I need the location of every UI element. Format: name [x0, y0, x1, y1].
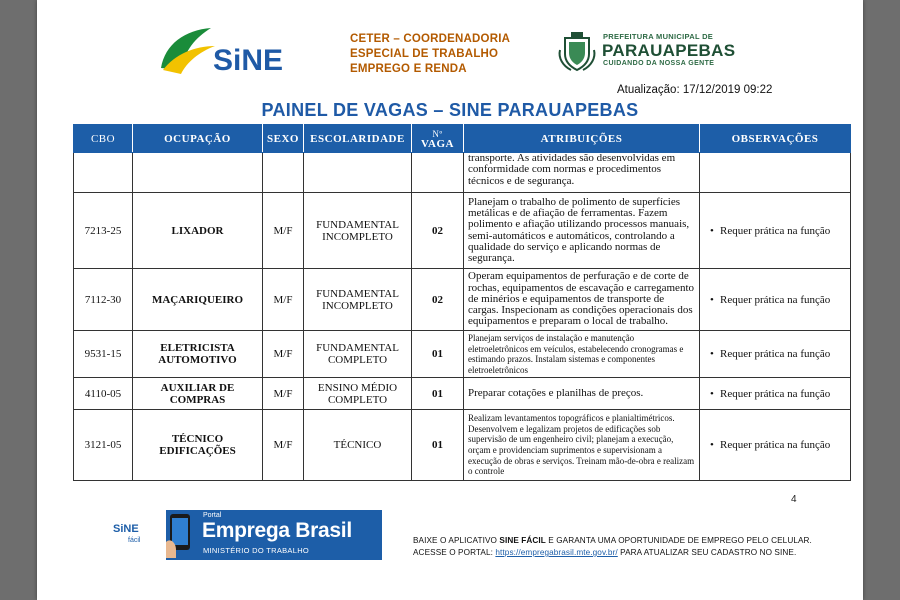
prefeitura-line-2: PARAUAPEBAS: [602, 41, 736, 60]
cell-observacoes: [700, 269, 851, 331]
footer-app-name: SINE FÁCIL: [499, 536, 546, 545]
observacao-item: [710, 348, 846, 360]
bullet-icon: •: [710, 293, 714, 306]
cell-observacoes: [700, 153, 851, 193]
col-header-ocupacao: OCUPAÇÃO: [133, 125, 263, 153]
document-page: [37, 0, 863, 600]
escolaridade-line-2: COMPLETO: [327, 354, 388, 366]
table-row: [74, 331, 851, 378]
ministerio-label: MINISTÉRIO DO TRABALHO: [203, 546, 310, 555]
cell-atribuicoes: Planejam o trabalho de polimento de superfícies metálicas e de afiação de ferramentas. Fazem polimento e afiação utilizando processos manuais, semi-automáticos e automáticos, controlando a qualidade do serviço e aplicando normas de segurança.: [464, 193, 700, 269]
footer-line-1-pre: BAIXE O APLICATIVO: [413, 536, 500, 545]
sine-logo: [155, 24, 295, 80]
cell-vagas: 02: [412, 269, 464, 331]
cell-sexo: M/F: [263, 269, 304, 331]
cell-escolaridade: [304, 410, 412, 481]
footer-line-1: [413, 535, 853, 547]
table-row: [74, 378, 851, 410]
emprega-brasil-title: Emprega Brasil: [202, 519, 352, 542]
sine-logo-graphic: [155, 24, 295, 80]
bullet-icon: •: [710, 224, 714, 237]
escolaridade-line-1: FUNDAMENTAL: [316, 342, 399, 354]
sine-logo-text: SiNE: [213, 44, 284, 77]
sine-facil-text: SiNE: [113, 523, 139, 535]
cell-atribuicoes: Realizam levantamentos topográficos e planialtimétricos. Desenvolvem e legalizam projetos de edificações sob supervisão de um engenheiro civil; planejam a execução, orçam e providenciam suprimentos e supervisionam a execução de obras e serviços. Treinam mão-de-obra e realizam o controle: [464, 410, 700, 481]
portal-link[interactable]: https://empregabrasil.mte.gov.br/: [495, 548, 618, 557]
ocupacao-line-1: AUXILIAR DE: [160, 381, 235, 394]
observacao-text: Requer prática na função: [720, 348, 831, 360]
escolaridade-line-1: FUNDAMENTAL: [316, 218, 399, 231]
observacao-text: Requer prática na função: [720, 387, 831, 400]
cell-atribuicoes: Operam equipamentos de perfuração e de corte de rochas, equipamentos de escavação e carregamento de minérios e equipamentos de transporte de cargas. Inspecionam as condições operacionais dos equipamentos e preparam o local de trabalho.: [464, 269, 700, 331]
observacao-item: [710, 439, 846, 451]
emprega-brasil-banner: [106, 510, 382, 560]
cell-vagas: 02: [412, 193, 464, 269]
cell-vagas: [412, 153, 464, 193]
footer-line-2-post: PARA ATUALIZAR SEU CADASTRO NO SINE.: [617, 548, 797, 557]
coat-of-arms-icon: [557, 30, 597, 72]
cell-cbo: [74, 153, 133, 193]
page-title: PAINEL DE VAGAS – SINE PARAUAPEBAS: [261, 100, 639, 120]
cell-vagas: 01: [412, 331, 464, 378]
prefeitura-line-1: PREFEITURA MUNICIPAL DE: [603, 32, 714, 41]
observacao-item: [710, 387, 846, 400]
table-row: [74, 153, 851, 193]
smartphone-icon: [166, 512, 196, 558]
ocupacao-line-1: LIXADOR: [171, 224, 224, 237]
footer-line-2: [413, 547, 853, 559]
sine-facil-sub: fácil: [128, 537, 141, 544]
cell-escolaridade: [304, 269, 412, 331]
cell-escolaridade: [304, 153, 412, 193]
cell-vagas: 01: [412, 410, 464, 481]
cell-ocupacao: [133, 331, 263, 378]
col-header-observacoes: OBSERVAÇÕES: [700, 125, 851, 153]
ocupacao-line-1: TÉCNICO: [171, 433, 224, 445]
cell-atribuicoes: Planejam serviços de instalação e manutenção eletroeletrônicos em veículos, estabelecendo cronogramas e estimando prazos. Instalam sistemas e componentes eletroeletrônicos: [464, 331, 700, 378]
cell-sexo: M/F: [263, 378, 304, 410]
cell-escolaridade: [304, 193, 412, 269]
bullet-icon: •: [710, 348, 714, 360]
cell-vagas: 01: [412, 378, 464, 410]
footer-line-2-pre: ACESSE O PORTAL:: [413, 548, 496, 557]
prefeitura-line-3: CUIDANDO DA NOSSA GENTE: [603, 60, 715, 67]
ocupacao-line-2: AUTOMOTIVO: [158, 354, 237, 366]
escolaridade-line-2: INCOMPLETO: [322, 299, 393, 312]
escolaridade-line-2: COMPLETO: [327, 393, 388, 406]
col-header-vaga-l1: Nº: [432, 128, 443, 139]
table-header-row: [74, 125, 851, 153]
cell-sexo: M/F: [263, 193, 304, 269]
ocupacao-line-2: COMPRAS: [169, 393, 226, 406]
cell-cbo: 9531-15: [74, 331, 133, 378]
cell-cbo: 3121-05: [74, 410, 133, 481]
cell-escolaridade: [304, 331, 412, 378]
escolaridade-line-1: FUNDAMENTAL: [316, 287, 399, 300]
cell-observacoes: [700, 410, 851, 481]
observacao-text: Requer prática na função: [720, 293, 831, 306]
observacao-item: [710, 293, 846, 306]
cell-ocupacao: [133, 378, 263, 410]
cell-cbo: 7213-25: [74, 193, 133, 269]
cell-ocupacao: [133, 193, 263, 269]
sine-facil-logo: [106, 510, 166, 560]
cell-atribuicoes: transporte. As atividades são desenvolvidas em conformidade com normas e procedimentos técnicos e de segurança.: [464, 153, 700, 193]
cell-ocupacao: [133, 410, 263, 481]
ocupacao-line-1: ELETRICISTA: [160, 342, 235, 354]
cell-ocupacao: [133, 153, 263, 193]
footer-line-1-post: E GARANTA UMA OPORTUNIDADE DE EMPREGO PELO CELULAR.: [545, 536, 812, 545]
col-header-vaga-l2: VAGA: [421, 137, 454, 150]
table-row: [74, 193, 851, 269]
ceter-line-2: ESPECIAL DE TRABALHO: [350, 48, 499, 60]
jobs-table: [73, 124, 851, 481]
col-header-vaga: [412, 125, 464, 153]
ceter-line-3: EMPREGO E RENDA: [350, 63, 467, 75]
escolaridade-line-2: INCOMPLETO: [322, 230, 393, 243]
observacao-item: [710, 224, 846, 237]
col-header-cbo: CBO: [74, 125, 133, 153]
bullet-icon: •: [710, 439, 714, 451]
ocupacao-line-2: EDIFICAÇÕES: [159, 445, 236, 457]
col-header-sexo: SEXO: [263, 125, 304, 153]
cell-ocupacao: [133, 269, 263, 331]
escolaridade-line-1: TÉCNICO: [333, 439, 382, 451]
ocupacao-line-1: MAÇARIQUEIRO: [151, 293, 244, 306]
prefeitura-logo: [557, 30, 757, 74]
col-header-atribuicoes: ATRIBUIÇÕES: [464, 125, 700, 153]
table-row: [74, 410, 851, 481]
cell-observacoes: [700, 331, 851, 378]
page-number: 4: [791, 494, 797, 505]
cell-cbo: 7112-30: [74, 269, 133, 331]
col-header-escolaridade: ESCOLARIDADE: [304, 125, 412, 153]
observacao-text: Requer prática na função: [720, 439, 831, 451]
ceter-block: [350, 32, 530, 77]
table-row: [74, 269, 851, 331]
cell-observacoes: [700, 193, 851, 269]
cell-atribuicoes: Preparar cotações e planilhas de preços.: [464, 378, 700, 410]
cell-sexo: M/F: [263, 410, 304, 481]
escolaridade-line-1: ENSINO MÉDIO: [317, 381, 398, 394]
cell-sexo: M/F: [263, 331, 304, 378]
update-timestamp: Atualização: 17/12/2019 09:22: [617, 84, 773, 96]
ceter-line-1: CETER – COORDENADORIA: [350, 33, 511, 45]
observacao-text: Requer prática na função: [720, 224, 831, 237]
cell-observacoes: [700, 378, 851, 410]
footer-text: [413, 535, 853, 559]
cell-escolaridade: [304, 378, 412, 410]
cell-cbo: 4110-05: [74, 378, 133, 410]
cell-sexo: [263, 153, 304, 193]
portal-label: Portal: [203, 512, 222, 519]
bullet-icon: •: [710, 387, 714, 400]
